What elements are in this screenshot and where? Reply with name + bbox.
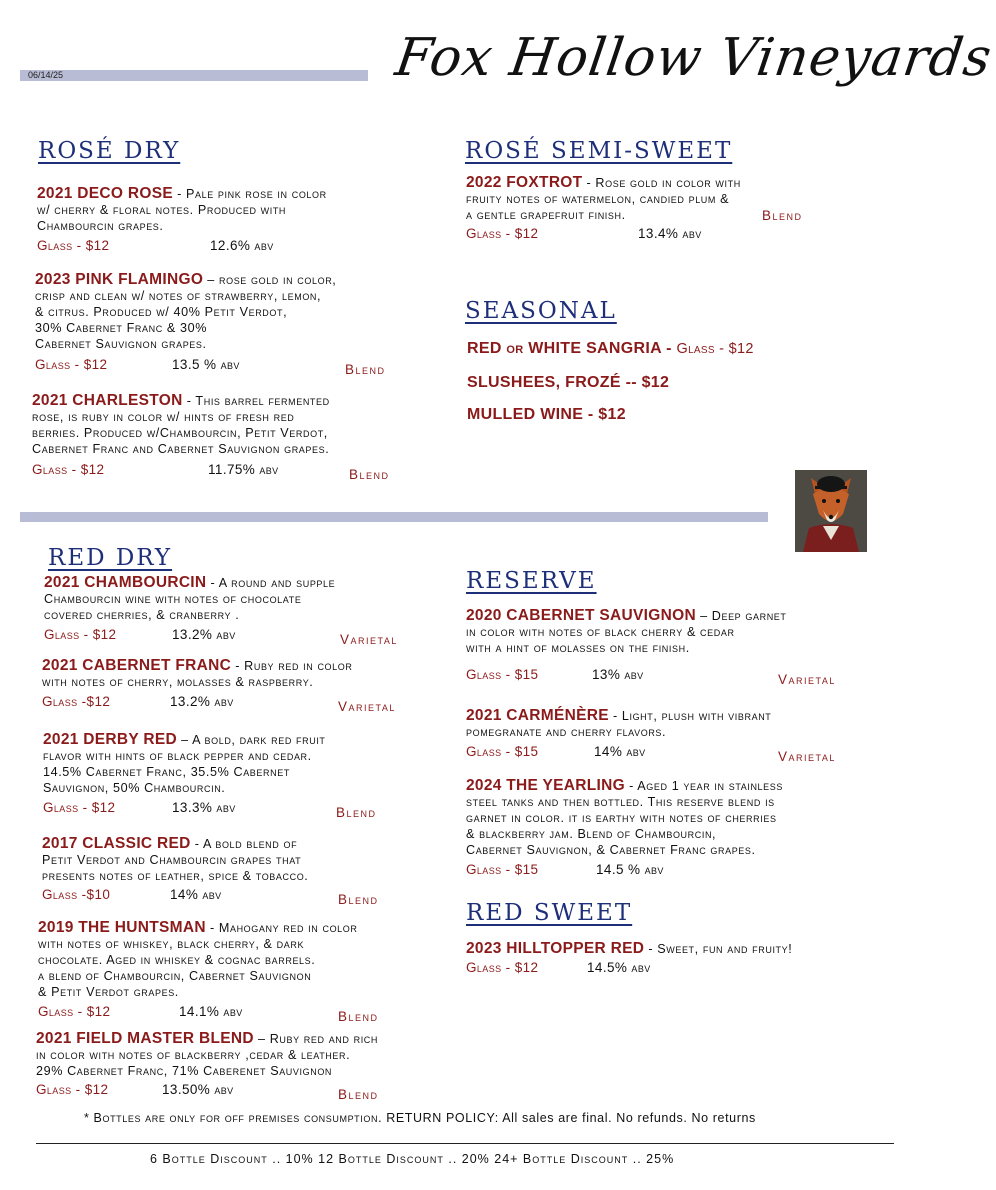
heading-rose-semi-sweet: ROSÉ SEMI-SWEET: [465, 138, 733, 164]
wine-description: Chambourcin grapes.: [37, 219, 164, 233]
wine-description: pomegranate and cherry flavors.: [466, 725, 667, 739]
wine-description: a gentle grapefruit finish.: [466, 208, 626, 222]
wine-item: [466, 608, 886, 656]
glass-price: Glass - $12: [32, 462, 105, 477]
seasonal-sangria: RED or WHITE SANGRIA - Glass - $12: [467, 340, 754, 357]
wine-description: - A bold blend of: [190, 837, 298, 851]
heading-red-sweet: RED SWEET: [466, 900, 633, 926]
wine-description: - Rose gold in color with: [582, 176, 741, 190]
seasonal-mulled: MULLED WINE - $12: [467, 406, 626, 423]
abv: 14% abv: [170, 887, 222, 902]
wine-description: steel tanks and then bottled. This reserve blend is: [466, 795, 775, 809]
wine-item: [43, 732, 463, 796]
wine-description: in color with notes of blackberry ,cedar & leather.: [36, 1048, 351, 1062]
wine-item: [42, 658, 462, 690]
glass-price: Glass - $12: [37, 238, 110, 253]
wine-description: - Pale pink rose in color: [173, 187, 327, 201]
wine-type-tag: Blend: [338, 892, 379, 907]
wine-name: 2019 THE HUNTSMAN: [38, 919, 206, 936]
wine-name: 2024 THE YEARLING: [466, 777, 626, 794]
wine-description: garnet in color. it is earthy with notes of cherries: [466, 811, 777, 825]
glass-price: Glass - $15: [466, 744, 539, 759]
abv: 13.3% abv: [172, 800, 236, 815]
wine-description: presents notes of leather, spice & tobacco.: [42, 869, 309, 883]
fox-portrait-image: [795, 470, 867, 552]
abv: 13.50% abv: [162, 1082, 234, 1097]
wine-description: – Ruby red and rich: [253, 1032, 379, 1046]
wine-description: & citrus. Produced w/ 40% Petit Verdot,: [35, 305, 288, 319]
wine-item: [32, 393, 452, 457]
seasonal-slushees: SLUSHEES, FROZÉ -- $12: [467, 374, 670, 391]
glass-price: Glass - $12: [43, 800, 116, 815]
wine-type-tag: Blend: [338, 1087, 379, 1102]
wine-description: covered cherries, & cranberry .: [44, 608, 240, 622]
wine-item: [42, 836, 462, 884]
wine-description: Cabernet Franc and Cabernet Sauvignon grapes.: [32, 442, 330, 456]
wine-description: – rose gold in color,: [203, 273, 337, 287]
wine-description: – Deep garnet: [695, 609, 787, 623]
wine-description: rose, is ruby in color w/ hints of fresh red: [32, 410, 295, 424]
wine-item: [466, 175, 886, 223]
glass-price: Glass - $12: [35, 357, 108, 372]
glass-price: Glass -$10: [42, 887, 111, 902]
wine-name: 2021 CHAMBOURCIN: [44, 574, 207, 591]
wine-item: [466, 708, 886, 740]
wine-description: Petit Verdot and Chambourcin grapes that: [42, 853, 302, 867]
wine-description: crisp and clean w/ notes of strawberry, lemon,: [35, 289, 322, 303]
wine-description: w/ cherry & floral notes. Produced with: [37, 203, 287, 217]
wine-name: 2021 CARMÉNÈRE: [466, 707, 609, 724]
wine-type-tag: Blend: [336, 805, 377, 820]
abv: 13.2% abv: [170, 694, 234, 709]
wine-description: Cabernet Sauvignon, & Cabernet Franc grapes.: [466, 843, 756, 857]
wine-description: flavor with hints of black pepper and cedar.: [43, 749, 312, 763]
footer-discounts: 6 Bottle Discount .. 10% 12 Bottle Discount .. 20% 24+ Bottle Discount .. 25%: [150, 1152, 675, 1166]
glass-price: Glass - $12: [466, 226, 539, 241]
wine-name: 2021 FIELD MASTER BLEND: [36, 1030, 254, 1047]
wine-description: Chambourcin wine with notes of chocolate: [44, 592, 302, 606]
abv: 14.5 % abv: [596, 862, 664, 877]
wine-name: 2017 CLASSIC RED: [42, 835, 191, 852]
top-bar: [20, 70, 368, 81]
wine-description: with notes of whiskey, black cherry, & dark: [38, 937, 305, 951]
wine-description: with a hint of molasses on the finish.: [466, 641, 690, 655]
wine-name: 2021 DERBY RED: [43, 731, 177, 748]
wine-description: - Aged 1 year in stainless: [625, 779, 783, 793]
footer-rule: [36, 1143, 894, 1144]
wine-description: Cabernet Sauvignon grapes.: [35, 337, 207, 351]
glass-price: Glass - $15: [466, 667, 539, 682]
wine-description: 29% Cabernet Franc, 71% Caberenet Sauvignon: [36, 1064, 333, 1078]
abv: 14.5% abv: [587, 960, 651, 975]
wine-type-tag: Varietal: [778, 749, 836, 764]
wine-type-tag: Varietal: [338, 699, 396, 714]
wine-name: 2023 HILLTOPPER RED: [466, 940, 645, 957]
abv: 13% abv: [592, 667, 644, 682]
wine-type-tag: Blend: [345, 362, 386, 377]
brand-title: Fox Hollow Vineyards: [391, 28, 996, 88]
wine-type-tag: Blend: [349, 467, 390, 482]
heading-reserve: RESERVE: [466, 568, 597, 594]
abv: 13.2% abv: [172, 627, 236, 642]
date: 06/14/25: [28, 70, 64, 80]
wine-description: fruity notes of watermelon, candied plum &: [466, 192, 730, 206]
wine-name: 2023 PINK FLAMINGO: [35, 271, 204, 288]
footer-note: * Bottles are only for off premises consumption. RETURN POLICY: All sales are final. No refunds. No returns: [84, 1111, 756, 1125]
wine-description: 14.5% Cabernet Franc, 35.5% Cabernet: [43, 765, 290, 779]
wine-name: 2020 CABERNET SAUVIGNON: [466, 607, 696, 624]
abv: 12.6% abv: [210, 238, 274, 253]
abv: 14% abv: [594, 744, 646, 759]
glass-price: Glass -$12: [42, 694, 111, 709]
wine-name: 2021 DECO ROSE: [37, 185, 174, 202]
glass-price: Glass - $12: [44, 627, 117, 642]
wine-type-tag: Varietal: [778, 672, 836, 687]
wine-name: 2021 CABERNET FRANC: [42, 657, 232, 674]
glass-price: Glass - $12: [36, 1082, 109, 1097]
wine-type-tag: Blend: [762, 208, 803, 223]
wine-description: - Ruby red in color: [231, 659, 353, 673]
wine-type-tag: Blend: [338, 1009, 379, 1024]
wine-item: [44, 575, 464, 623]
wine-item: [466, 941, 886, 957]
wine-description: with notes of cherry, molasses & raspberry.: [42, 675, 314, 689]
wine-item: [38, 920, 458, 1000]
wine-description: Sauvignon, 50% Chambourcin.: [43, 781, 226, 795]
wine-description: - A round and supple: [206, 576, 336, 590]
wine-description: berries. Produced w/Chambourcin, Petit Verdot,: [32, 426, 328, 440]
wine-name: 2021 CHARLESTON: [32, 392, 183, 409]
abv: 11.75% abv: [208, 462, 279, 477]
wine-type-tag: Varietal: [340, 632, 398, 647]
abv: 14.1% abv: [179, 1004, 243, 1019]
wine-description: - Light, plush with vibrant: [608, 709, 772, 723]
wine-description: & Petit Verdot grapes.: [38, 985, 179, 999]
wine-description: - Mahogany red in color: [205, 921, 358, 935]
wine-description: - This barrel fermented: [182, 394, 330, 408]
wine-item: [36, 1031, 456, 1079]
wine-name: 2022 FOXTROT: [466, 174, 583, 191]
wine-description: 30% Cabernet Franc & 30%: [35, 321, 208, 335]
wine-description: - Sweet, fun and fruity!: [644, 942, 793, 956]
divider-bar: [20, 512, 768, 522]
wine-item: [35, 272, 455, 352]
heading-seasonal: SEASONAL: [465, 298, 617, 324]
wine-description: – A bold, dark red fruit: [177, 733, 326, 747]
wine-description: a blend of Chambourcin, Cabernet Sauvignon: [38, 969, 312, 983]
wine-item: [37, 186, 457, 234]
abv: 13.4% abv: [638, 226, 702, 241]
abv: 13.5 % abv: [172, 357, 240, 372]
heading-rose-dry: ROSÉ DRY: [38, 138, 181, 164]
glass-price: Glass - $15: [466, 862, 539, 877]
heading-red-dry: RED DRY: [48, 545, 173, 571]
glass-price: Glass - $12: [466, 960, 539, 975]
wine-description: in color with notes of black cherry & cedar: [466, 625, 735, 639]
glass-price: Glass - $12: [38, 1004, 111, 1019]
wine-description: chocolate. Aged in whiskey & cognac barrels.: [38, 953, 316, 967]
wine-item: [466, 778, 886, 858]
wine-description: & blackberry jam. Blend of Chambourcin,: [466, 827, 717, 841]
